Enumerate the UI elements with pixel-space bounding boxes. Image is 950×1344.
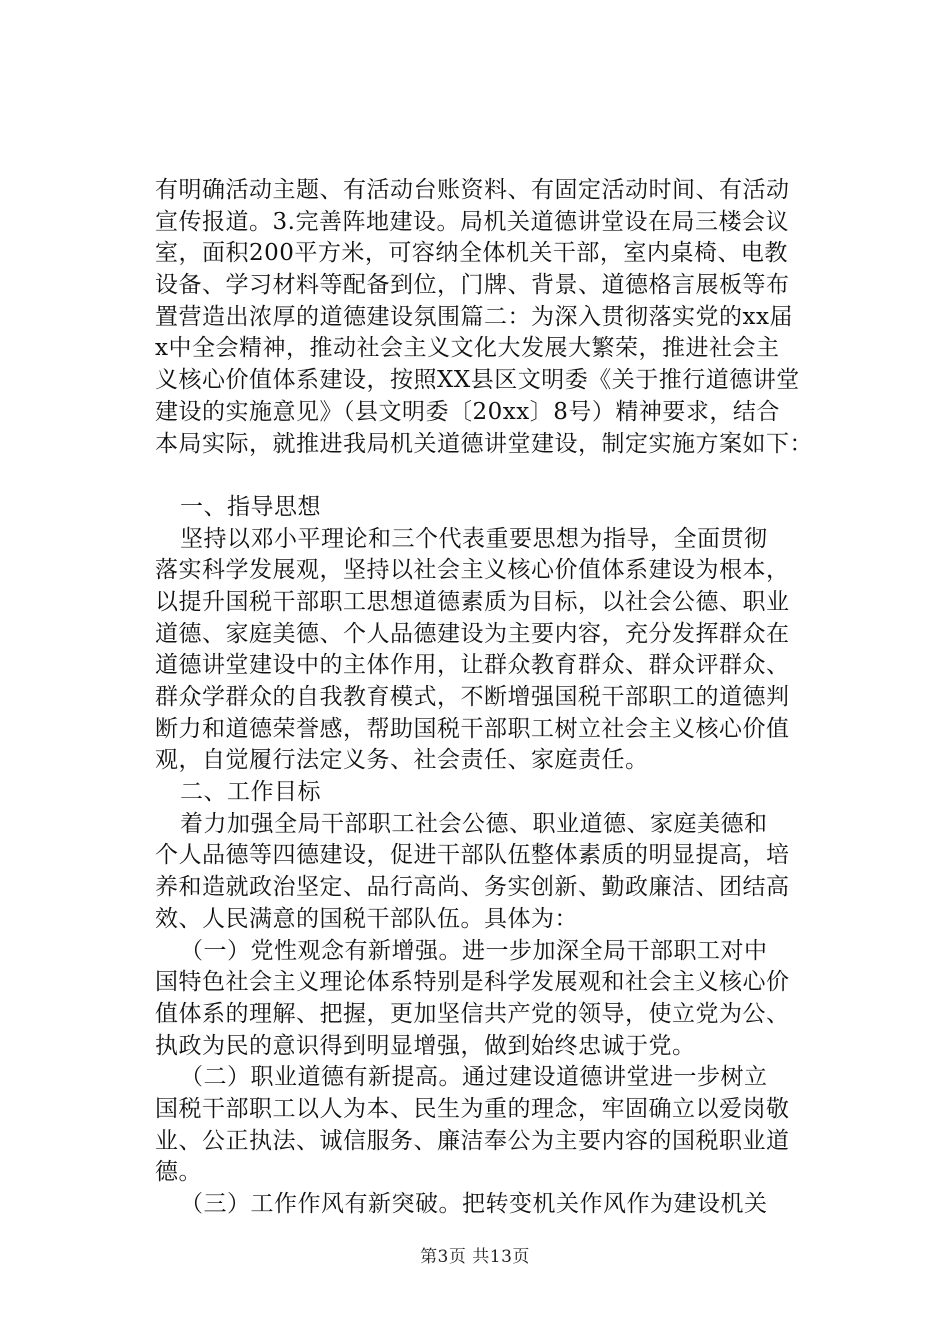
text-line: 国特色社会主义理论体系特别是科学发展观和社会主义核心价 [155,969,790,996]
text-line: （三）工作作风有新突破。把转变机关作风作为建设机关 [180,1191,768,1217]
section-heading-guiding-ideology: 一、指导思想 [180,493,321,520]
text-line: 群众学群众的自我教育模式，不断增强国税干部职工的道德判 [155,684,790,710]
text-line: 效、人民满意的国税干部队伍。具体为： [155,905,578,932]
text-line: 个人品德等四德建设，促进干部队伍整体素质的明显提高，培 [155,842,790,869]
page-footer: 第3页 共13页 [420,1247,530,1267]
text-line: 义核心价值体系建设，按照XX县区文明委《关于推行道德讲堂 [155,367,800,394]
text-line: 养和造就政治坚定、品行高尚、务实创新、勤政廉洁、团结高 [155,874,790,901]
text-line: 执政为民的意识得到明显增强，做到始终忠诚于党。 [155,1032,696,1059]
text-line: 值体系的理解、把握，更加坚信共产党的领导，使立党为公、 [155,1000,790,1027]
text-line: 室，面积200平方米，可容纳全体机关干部，室内桌椅、电教 [155,240,788,267]
text-line: （二）职业道德有新提高。通过建设道德讲堂进一步树立 [180,1064,768,1091]
text-line: 本局实际，就推进我局机关道德讲堂建设，制定实施方案如下： [155,430,813,457]
text-line: 坚持以邓小平理论和三个代表重要思想为指导，全面贯彻 [180,525,768,552]
document-body [155,175,845,1221]
text-line: 有明确活动主题、有活动台账资料、有固定活动时间、有活动 [155,177,790,203]
text-line: 道德讲堂建设中的主体作用，让群众教育群众、群众评群众、 [155,652,790,679]
text-line: 观，自觉履行法定义务、社会责任、家庭责任。 [155,747,649,774]
text-line: 道德、家庭美德、个人品德建设为主要内容，充分发挥群众在 [155,620,790,647]
section-heading-work-goals: 二、工作目标 [180,779,321,806]
text-line: 以提升国税干部职工思想道德素质为目标，以社会公德、职业 [155,588,790,615]
text-line: 建设的实施意见》（县文明委〔20xx〕8号）精神要求，结合 [155,398,780,425]
text-line: 德。 [155,1159,202,1186]
text-line: 设备、学习材料等配备到位，门牌、背景、道德格言展板等布 [155,272,790,299]
text-line: 落实科学发展观，坚持以社会主义核心价值体系建设为根本， [155,557,790,584]
text-line: x中全会精神，推动社会主义文化大发展大繁荣，推进社会主 [155,335,780,362]
text-line: 国税干部职工以人为本、民生为重的理念，牢固确立以爱岗敬 [155,1095,790,1122]
text-line: 宣传报道。3.完善阵地建设。局机关道德讲堂设在局三楼会议 [155,208,789,235]
text-line: 置营造出浓厚的道德建设氛围篇二：为深入贯彻落实党的xx届 [155,303,793,330]
text-line: （一）党性观念有新增强。进一步加深全局干部职工对中 [180,937,768,964]
text-line: 着力加强全局干部职工社会公德、职业道德、家庭美德和 [180,810,768,837]
paragraph-spacer [155,460,845,492]
text-line: 断力和道德荣誉感，帮助国税干部职工树立社会主义核心价值 [155,715,790,742]
text-line: 业、公正执法、诚信服务、廉洁奉公为主要内容的国税职业道 [155,1127,790,1154]
